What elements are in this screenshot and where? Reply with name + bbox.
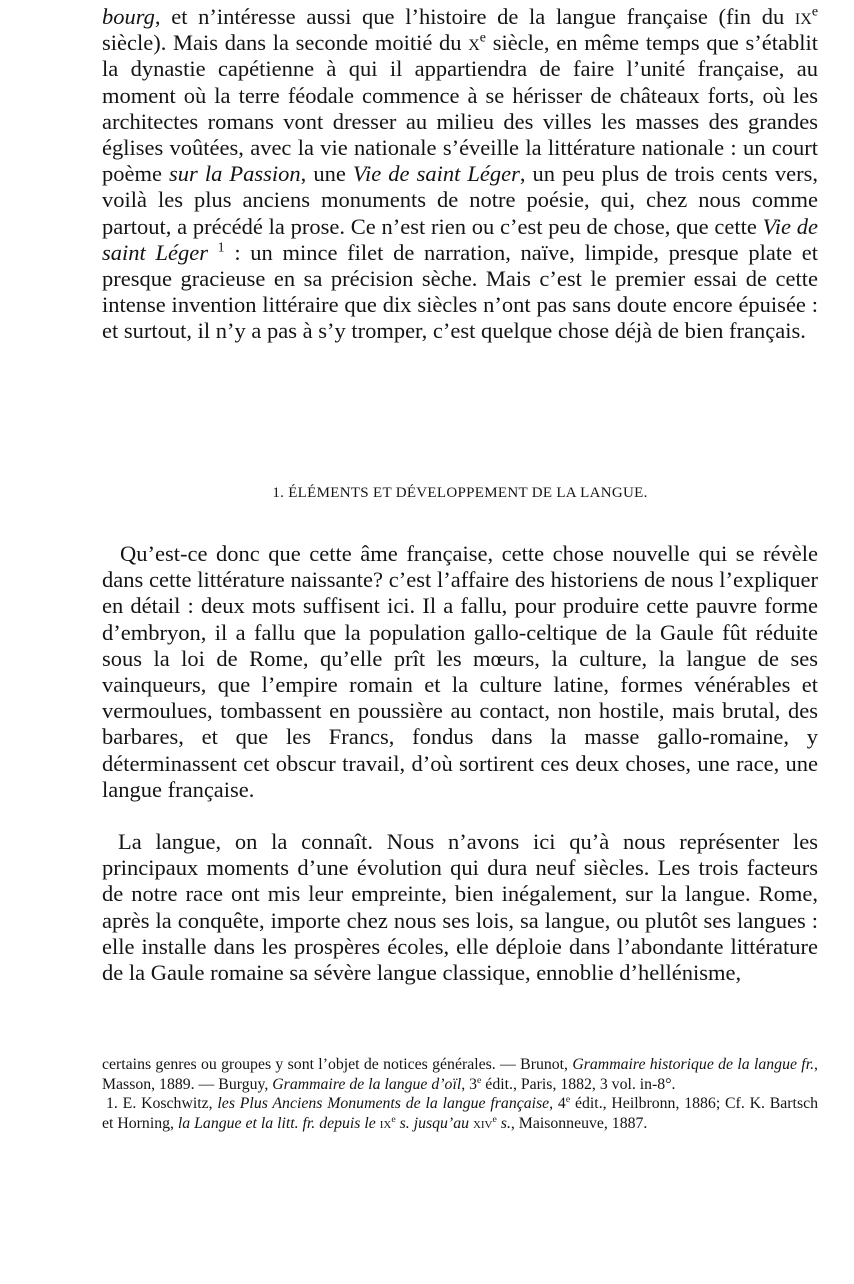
italic-bourg: bourg: [102, 4, 155, 29]
paragraph-origins: Qu’est-ce donc que cette âme française, cette chose nouvelle qui se révèle dans cette littérature naissante? c’est l’affaire des historiens de nous l’expliquer en détail : deux mots suffisent ici. Il a fallu, pour produire cette pauvre forme d’embryon, il a fallu que la population gallo-celtique de la Gaule fût réduite sous la loi de Rome, qu’elle prît les mœurs, la culture, la langue de ses vainqueurs, que l’empire romain et la culture latine, formes vénérables et vermoulues, tombassent en poussière au contact, non hostile, mais brutal, des barbares, et que les Francs, fondus dans la masse gallo-romaine, y déterminassent cet obscur travail, d’où sortirent ces deux choses, une race, une langue française.: [102, 541, 818, 802]
italic-saint-leger: Vie de saint Léger: [352, 161, 520, 187]
paragraph-language: La langue, on la connaît. Nous n’avons ici qu’à nous représenter les principaux moments d’une évolution qui dura neuf siècles. Les trois facteurs de notre race ont mis leur empreinte, bien inégalement, sur la langue. Rome, après la conquête, importe chez nous ses lois, sa langue, ou plutôt ses langues : elle installe dans les prospères écoles, elle déploie dans l’abondante littérature de la Gaule romaine sa sévère langue classique, ennoblie d’hellénisme,: [102, 829, 818, 986]
italic-saint-leger-2: Vie de saint Léger: [102, 213, 818, 265]
section-heading: 1. ÉLÉMENTS ET DÉVELOPPEMENT DE LA LANGUE.: [272, 485, 648, 501]
footnote-1: 1. E. Koschwitz, les Plus Anciens Monuments de la langue française, 4e édit., Heilbronn, 1886; Cf. K. Bartsch et Horning, la Langue et la litt. fr. depuis le $ix^e$ s. jusqu’au xiv$^e$ s., Maisonneuve, 1887.: [102, 1094, 819, 1132]
footnote-reference: 1: [217, 240, 225, 256]
footnote-continued: certains genres ou groupes y sont l’objet de notices générales. — Brunot, Grammaire historique de la langue fr., Masson, 1889. — Burguy, Grammaire de la langue d’oïl, 3e édit., Paris, 1882, 3 vol. in-8°.: [102, 1056, 818, 1093]
paragraph-continued: bourg, et n’intéresse aussi que l’histoire de la langue française (fin du $ix^e$ siècle). Mais dans la seconde moitié du $x^e$ siècle, en même temps que s’établit la dynastie capétienne à qui il appartiendra de faire l’unité française, au moment où la terre féodale commence à se hérisser de châteaux forts, où les architectes romans vont dresser au milieu des villes les masses des grandes églises voûtées, avec la vie nationale s’éveille la littérature nationale : un court poème sur la Passion, une Vie de saint Léger, un peu plus de trois cents vers, voilà les plus anciens monuments de notre poésie, qui, chez nous comme partout, a précédé la prose. Ce n’est rien ou c’est peu de chose, que cette Vie de saint Léger $^1$ : un mince filet de narration, naïve, limpide, presque plate et presque gracieuse en sa précision sèche. Mais c’est le premier essai de cette intense invention littéraire que dix siècles n’ont pas sans doute encore épuisée : et surtout, il n’y a pas à s’y tromper, c’est quelque chose déjà de bien français.: [102, 4, 818, 344]
footnotes: [102, 1055, 818, 1133]
italic-passion: sur la Passion: [169, 161, 301, 187]
